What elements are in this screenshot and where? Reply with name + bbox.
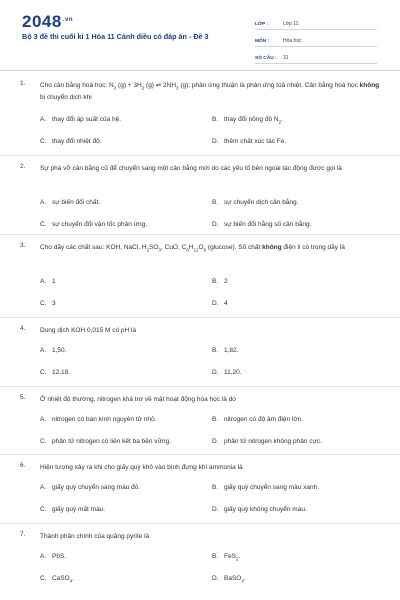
- option-text: [52, 138, 102, 145]
- meta-label: SỐ CÂU :: [255, 56, 277, 61]
- subscript: 12: [193, 247, 199, 253]
- question-text: [40, 80, 380, 104]
- option-text: [52, 506, 105, 513]
- question-number: 1.: [20, 80, 26, 87]
- option-letter: A.: [40, 484, 47, 491]
- text-run: 1,82.: [224, 347, 239, 354]
- text-run: sự chuyển dịch cân bằng.: [224, 199, 299, 206]
- option-text: [52, 484, 140, 491]
- answer-option-b[interactable]: [212, 484, 319, 491]
- text-run: sự biến đổi hằng số cân bằng.: [224, 221, 312, 228]
- text-run: (g); phản ứng thuận là phản ứng toả nhiệt. Cân bằng hoá học: [178, 82, 360, 89]
- question-number: 4.: [20, 325, 26, 332]
- meta-row-subject: [255, 31, 377, 47]
- meta-label: MÔN :: [255, 39, 270, 44]
- text-run: nitrogen có độ âm điện lớn.: [224, 416, 304, 423]
- option-letter: D.: [212, 575, 219, 582]
- question-number: 2.: [20, 163, 26, 170]
- answer-option-a[interactable]: [40, 416, 156, 423]
- text-run: sự biến đổi chất.: [52, 199, 101, 206]
- meta-value: 31: [283, 55, 289, 61]
- option-letter: B.: [212, 347, 219, 354]
- option-text: [224, 300, 228, 307]
- option-letter: D.: [212, 300, 219, 307]
- option-letter: D.: [212, 506, 219, 513]
- text-run: O: [198, 244, 204, 251]
- logo-text: 2048: [22, 12, 62, 31]
- option-letter: A.: [40, 553, 47, 560]
- text-run: thêm chất xúc tác Fe.: [224, 138, 287, 145]
- text-run: 2: [224, 278, 228, 285]
- answer-option-c[interactable]: [40, 221, 147, 228]
- option-letter: B.: [212, 116, 219, 123]
- option-text: [224, 347, 238, 354]
- text-run: Hiện tượng xảy ra khi cho giấy quỳ khô vào bình đựng khí ammonia là: [40, 464, 243, 471]
- text-run: thay đổi nhiệt độ.: [52, 138, 102, 145]
- option-text: [52, 347, 66, 354]
- option-text: [224, 484, 319, 491]
- text-run: .: [281, 116, 283, 123]
- option-text: [52, 116, 121, 123]
- subscript: 2: [146, 247, 150, 253]
- text-run: giấy quỳ chuyển sang màu xanh.: [224, 484, 320, 491]
- question-separator: [0, 523, 400, 524]
- text-run: giấy quỳ chuyển sang màu đỏ.: [52, 484, 141, 491]
- question-number: 3.: [20, 242, 26, 249]
- option-text: [52, 416, 156, 423]
- question-separator: [0, 155, 400, 156]
- subscript: 3: [158, 247, 162, 253]
- option-letter: D.: [212, 221, 219, 228]
- answer-option-d[interactable]: [212, 369, 242, 376]
- option-letter: B.: [212, 278, 219, 285]
- answer-option-a[interactable]: [40, 199, 100, 206]
- answer-option-b[interactable]: [212, 347, 238, 354]
- answer-option-c[interactable]: [40, 138, 102, 145]
- text-run: Cho cân bằng hoá học: N: [40, 82, 114, 89]
- answer-option-d[interactable]: [212, 438, 322, 445]
- subscript: 4: [241, 578, 244, 584]
- subscript: 4: [69, 578, 73, 584]
- text-run: giấy quỳ không chuyển màu.: [224, 506, 307, 513]
- answer-option-c[interactable]: [40, 506, 105, 513]
- option-letter: A.: [40, 416, 47, 423]
- option-text: [52, 575, 74, 582]
- option-letter: D.: [212, 138, 219, 145]
- option-letter: B.: [212, 553, 219, 560]
- option-letter: C.: [40, 221, 47, 228]
- text-run: CaSO: [52, 575, 70, 582]
- text-run: 12,18.: [52, 369, 71, 376]
- question-separator: [0, 234, 400, 235]
- option-text: [52, 278, 56, 285]
- question-text: [40, 325, 380, 337]
- meta-row-class: [255, 14, 377, 30]
- meta-row-question-count: [255, 48, 377, 64]
- answer-option-b[interactable]: [212, 278, 228, 285]
- text-run: Cho dãy các chất sau: KOH, NaCl, H: [40, 244, 147, 251]
- question-text: [40, 462, 380, 474]
- subscript: 3: [176, 85, 179, 91]
- text-run: sự chuyển đổi vận tốc phản ứng.: [52, 221, 148, 228]
- answer-option-a[interactable]: [40, 116, 121, 123]
- option-letter: C.: [40, 438, 47, 445]
- answer-option-c[interactable]: [40, 369, 70, 376]
- option-letter: C.: [40, 138, 47, 145]
- option-text: [224, 506, 307, 513]
- text-run: Sự phá vỡ cân bằng cũ để chuyển sang một cân bằng mới do các yếu tố bên ngoài tác động được gọi là: [40, 165, 342, 172]
- text-run: SO: [149, 244, 159, 251]
- option-text: [52, 199, 100, 206]
- option-text: [224, 199, 298, 206]
- option-text: [224, 116, 283, 123]
- text-run: (glucose). Số chất: [206, 244, 263, 251]
- answer-option-d[interactable]: [212, 221, 311, 228]
- meta-label: LỚP :: [255, 22, 269, 27]
- option-text: [52, 300, 56, 307]
- option-letter: C.: [40, 300, 47, 307]
- answer-option-c[interactable]: [40, 300, 56, 307]
- option-letter: A.: [40, 347, 47, 354]
- text-run: .: [72, 575, 75, 582]
- answer-option-b[interactable]: [212, 553, 240, 560]
- header: [0, 0, 400, 72]
- subscript: 6: [186, 247, 189, 253]
- question-number: 6.: [20, 462, 26, 469]
- meta-value: Lớp 11: [283, 21, 299, 27]
- option-text: [224, 575, 246, 582]
- answer-option-b[interactable]: [212, 416, 303, 423]
- option-text: [224, 278, 228, 285]
- answer-option-c[interactable]: [40, 438, 171, 445]
- option-text: [52, 221, 147, 228]
- question-text: [40, 531, 380, 543]
- emphasis: không: [262, 244, 282, 251]
- option-letter: D.: [212, 369, 219, 376]
- meta-info: [255, 14, 377, 65]
- question-separator: [0, 454, 400, 455]
- text-run: PbS.: [52, 553, 67, 560]
- option-letter: C.: [40, 369, 47, 376]
- subscript: 2: [141, 85, 145, 91]
- option-letter: A.: [40, 199, 47, 206]
- answer-option-c[interactable]: [40, 575, 74, 582]
- option-text: [224, 438, 322, 445]
- text-run: H: [188, 244, 194, 251]
- text-run: (g) ⇌ 2NH: [144, 82, 177, 89]
- text-run: thay đổi áp suất của hệ.: [52, 116, 122, 123]
- header-divider: [0, 70, 400, 71]
- option-letter: A.: [40, 278, 47, 285]
- text-run: Dung dịch KOH 0,015 M có pH là: [40, 327, 137, 334]
- text-run: .: [243, 575, 246, 582]
- question-text: [40, 242, 380, 254]
- option-text: [224, 369, 242, 376]
- question-number: 5.: [20, 394, 26, 401]
- subscript: 6: [203, 247, 207, 253]
- answer-option-b[interactable]: [212, 199, 298, 206]
- option-letter: B.: [212, 416, 219, 423]
- option-letter: B.: [212, 484, 219, 491]
- answer-option-d[interactable]: [212, 506, 307, 513]
- question-separator: [0, 386, 400, 387]
- option-letter: C.: [40, 575, 47, 582]
- option-text: [224, 221, 311, 228]
- answer-option-d[interactable]: [212, 138, 286, 145]
- answer-option-a[interactable]: [40, 553, 66, 560]
- subscript: 2: [278, 119, 282, 125]
- answer-option-d[interactable]: [212, 575, 246, 582]
- subscript: 2: [113, 85, 117, 91]
- meta-value: Hóa học: [283, 38, 302, 44]
- answer-option-a[interactable]: [40, 484, 140, 491]
- text-run: phân tử nitrogen có liên kết ba bền vững.: [52, 438, 171, 445]
- option-text: [224, 416, 303, 423]
- text-run: FeS: [224, 553, 236, 560]
- text-run: bị chuyển dịch khi: [40, 94, 92, 101]
- option-text: [52, 553, 66, 560]
- answer-option-a[interactable]: [40, 278, 56, 285]
- answer-option-d[interactable]: [212, 300, 228, 307]
- question-text: [40, 163, 380, 175]
- option-text: [52, 438, 171, 445]
- question-text: [40, 394, 380, 406]
- logo-suffix: .vn: [62, 17, 73, 23]
- text-run: thay đổi nồng độ N: [224, 116, 279, 123]
- text-run: 11,20.: [224, 369, 242, 376]
- text-run: , CuO, C: [161, 244, 187, 251]
- text-run: phân tử nitrogen không phân cực.: [224, 438, 322, 445]
- text-run: BaSO: [224, 575, 242, 582]
- text-run: nitrogen có bán kính nguyên tử nhỏ.: [52, 416, 157, 423]
- text-run: Ở nhiệt độ thường, nitrogen khá trơ về mặt hoạt động hóa học là do: [40, 396, 236, 403]
- text-run: giấy quỳ mất màu.: [52, 506, 106, 513]
- text-run: Thành phần chính của quặng pyrite là: [40, 533, 150, 540]
- text-run: 1,50.: [52, 347, 67, 354]
- option-letter: A.: [40, 116, 47, 123]
- option-letter: C.: [40, 506, 47, 513]
- text-run: 1: [52, 278, 56, 285]
- question-number: 7.: [20, 531, 26, 538]
- answer-option-b[interactable]: [212, 116, 283, 123]
- option-text: [224, 553, 240, 560]
- text-run: điện li có trong dãy là: [281, 244, 345, 251]
- answer-option-a[interactable]: [40, 347, 66, 354]
- option-text: [224, 138, 286, 145]
- option-letter: B.: [212, 199, 219, 206]
- text-run: (g) + 3H: [116, 82, 142, 89]
- option-letter: D.: [212, 438, 219, 445]
- subscript: 2: [235, 556, 239, 562]
- text-run: 4: [224, 300, 228, 307]
- document-title: Bộ 3 đề thi cuối kì 1 Hóa 11 Cánh diều có đáp án - Đề 3: [22, 32, 209, 41]
- text-run: 3: [52, 300, 56, 307]
- question-separator: [0, 317, 400, 318]
- emphasis: không: [359, 82, 380, 89]
- site-logo[interactable]: [22, 12, 73, 32]
- option-text: [52, 369, 70, 376]
- text-run: .: [238, 553, 241, 560]
